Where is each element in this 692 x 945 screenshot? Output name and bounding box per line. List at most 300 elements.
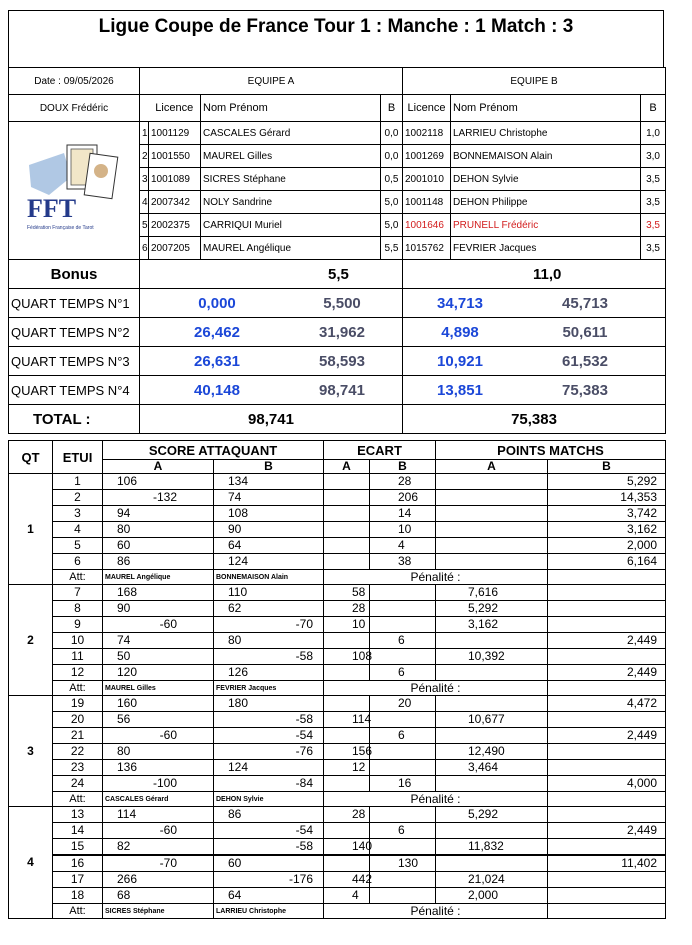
points-b bbox=[548, 617, 666, 633]
licence-a: 1001550 bbox=[149, 145, 201, 168]
score-b: 64 bbox=[214, 888, 324, 904]
penalite-label: Pénalité : bbox=[324, 792, 548, 807]
ecart-a: 108 bbox=[324, 649, 370, 665]
ecart-a: 4 bbox=[324, 888, 370, 904]
player-name-b: DEHON Sylvie bbox=[451, 168, 641, 191]
score-b: -70 bbox=[214, 617, 324, 633]
points-a: 10,677 bbox=[436, 712, 548, 728]
ecart-a bbox=[324, 506, 370, 522]
score-a: 82 bbox=[103, 839, 214, 856]
points-b bbox=[548, 872, 666, 888]
ecart-b: 38 bbox=[370, 554, 436, 570]
attacker-a: MAUREL Angélique bbox=[103, 570, 214, 585]
game-row bbox=[9, 633, 666, 649]
score-a: 80 bbox=[103, 744, 214, 760]
points-a bbox=[436, 665, 548, 681]
score-a: 120 bbox=[103, 665, 214, 681]
score-b: -58 bbox=[214, 649, 324, 665]
ecart-b: 14 bbox=[370, 506, 436, 522]
player-number: 2 bbox=[140, 145, 149, 168]
player-row bbox=[9, 122, 666, 145]
b-value-a: 0,5 bbox=[381, 168, 403, 191]
ecart-a: 58 bbox=[324, 585, 370, 601]
ecart-a bbox=[324, 554, 370, 570]
quarter-a-score: 0,000 bbox=[198, 294, 236, 312]
ecart-a bbox=[324, 490, 370, 506]
quarter-a-cumul: 58,593 bbox=[319, 352, 365, 370]
ecart-b: 20 bbox=[370, 696, 436, 712]
team-a-name: EQUIPE A bbox=[140, 68, 403, 95]
player-name-a: CASCALES Gérard bbox=[201, 122, 381, 145]
ecart-b: 206 bbox=[370, 490, 436, 506]
score-b: -58 bbox=[214, 839, 324, 856]
points-b: 2,449 bbox=[548, 665, 666, 681]
points-a bbox=[436, 522, 548, 538]
b-value-b: 3,5 bbox=[641, 168, 666, 191]
quarter-number: 3 bbox=[9, 696, 53, 807]
quarter-team-a bbox=[140, 347, 403, 376]
team-a-name-header: Nom Prénom bbox=[201, 95, 381, 122]
attacker-a: MAUREL Gilles bbox=[103, 681, 214, 696]
player-number: 3 bbox=[140, 168, 149, 191]
game-row bbox=[9, 839, 666, 856]
svg-text:FFT: FFT bbox=[27, 194, 77, 223]
score-a: -60 bbox=[103, 617, 214, 633]
game-row bbox=[9, 728, 666, 744]
attacker-b: BONNEMAISON Alain bbox=[214, 570, 324, 585]
etui-number: 15 bbox=[53, 839, 103, 856]
points-b bbox=[548, 744, 666, 760]
quarter-b-cumul: 61,532 bbox=[562, 352, 608, 370]
score-a: -60 bbox=[103, 823, 214, 839]
points-b bbox=[548, 649, 666, 665]
licence-b: 1002118 bbox=[403, 122, 451, 145]
game-row bbox=[9, 888, 666, 904]
points-matchs-header: POINTS MATCHS bbox=[436, 441, 666, 460]
quarter-b-score: 34,713 bbox=[437, 294, 483, 312]
player-name-a: NOLY Sandrine bbox=[201, 191, 381, 214]
points-a: 5,292 bbox=[436, 807, 548, 823]
score-b: 90 bbox=[214, 522, 324, 538]
game-row bbox=[9, 554, 666, 570]
game-row bbox=[9, 617, 666, 633]
score-a: 86 bbox=[103, 554, 214, 570]
quarter-team-a bbox=[140, 318, 403, 347]
ecart-b: 6 bbox=[370, 665, 436, 681]
quarter-team-a bbox=[140, 289, 403, 318]
points-a: 3,464 bbox=[436, 760, 548, 776]
score-a: 106 bbox=[103, 474, 214, 490]
quarter-b-score: 10,921 bbox=[437, 352, 483, 370]
licence-b: 1001269 bbox=[403, 145, 451, 168]
score-a: 60 bbox=[103, 538, 214, 554]
points-a bbox=[436, 633, 548, 649]
score-b: 108 bbox=[214, 506, 324, 522]
points-a bbox=[436, 554, 548, 570]
ecart-a: 28 bbox=[324, 601, 370, 617]
game-row bbox=[9, 760, 666, 776]
quarter-label: QUART TEMPS N°1 bbox=[9, 289, 140, 318]
b-value-a: 0,0 bbox=[381, 145, 403, 168]
ecart-b bbox=[370, 872, 436, 888]
b-value-a: 0,0 bbox=[381, 122, 403, 145]
game-row bbox=[9, 601, 666, 617]
score-b: -76 bbox=[214, 744, 324, 760]
ecart-a bbox=[324, 823, 370, 839]
quarter-b-cumul: 45,713 bbox=[562, 294, 608, 312]
results-grid bbox=[8, 440, 666, 919]
points-a-header: A bbox=[436, 460, 548, 474]
points-a: 7,616 bbox=[436, 585, 548, 601]
penalite-value bbox=[548, 792, 666, 807]
b-value-b: 1,0 bbox=[641, 122, 666, 145]
ecart-b: 6 bbox=[370, 823, 436, 839]
points-a bbox=[436, 506, 548, 522]
points-a bbox=[436, 696, 548, 712]
teams-table bbox=[8, 67, 666, 434]
quarter-b-score: 13,851 bbox=[437, 381, 483, 399]
etui-number: 12 bbox=[53, 665, 103, 681]
etui-number: 14 bbox=[53, 823, 103, 839]
score-b: 60 bbox=[214, 855, 324, 872]
attacker-b: FEVRIER Jacques bbox=[214, 681, 324, 696]
ecart-a: 28 bbox=[324, 807, 370, 823]
quarter-team-b bbox=[403, 347, 666, 376]
team-a-b-header: B bbox=[381, 95, 403, 122]
ecart-b bbox=[370, 839, 436, 856]
federation-logo bbox=[9, 122, 140, 260]
player-number: 5 bbox=[140, 214, 149, 237]
etui-number: 23 bbox=[53, 760, 103, 776]
quarter-row bbox=[9, 347, 666, 376]
licence-a: 1001089 bbox=[149, 168, 201, 191]
quarter-a-score: 40,148 bbox=[194, 381, 240, 399]
score-a: 114 bbox=[103, 807, 214, 823]
points-b: 3,162 bbox=[548, 522, 666, 538]
etui-number: 21 bbox=[53, 728, 103, 744]
score-b: 64 bbox=[214, 538, 324, 554]
etui-number: 19 bbox=[53, 696, 103, 712]
b-value-a: 5,0 bbox=[381, 191, 403, 214]
score-a: 136 bbox=[103, 760, 214, 776]
score-a: 266 bbox=[103, 872, 214, 888]
game-row bbox=[9, 490, 666, 506]
quarter-label: QUART TEMPS N°2 bbox=[9, 318, 140, 347]
attacker-b: LARRIEU Christophe bbox=[214, 904, 324, 919]
points-b: 2,000 bbox=[548, 538, 666, 554]
attacker-a: CASCALES Gérard bbox=[103, 792, 214, 807]
licence-b: 1001148 bbox=[403, 191, 451, 214]
score-a: 168 bbox=[103, 585, 214, 601]
points-a bbox=[436, 728, 548, 744]
ecart-a bbox=[324, 855, 370, 872]
total-team-b: 75,383 bbox=[403, 405, 666, 434]
ecart-b: 6 bbox=[370, 728, 436, 744]
licence-a: 2002375 bbox=[149, 214, 201, 237]
score-a-header: A bbox=[103, 460, 214, 474]
qt-header: QT bbox=[9, 441, 53, 474]
ecart-b bbox=[370, 807, 436, 823]
quarter-number: 2 bbox=[9, 585, 53, 696]
points-a bbox=[436, 538, 548, 554]
licence-a: 2007205 bbox=[149, 237, 201, 260]
ecart-a: 442 bbox=[324, 872, 370, 888]
etui-number: 1 bbox=[53, 474, 103, 490]
points-b bbox=[548, 712, 666, 728]
points-b-header: B bbox=[548, 460, 666, 474]
total-team-a: 98,741 bbox=[140, 405, 403, 434]
quarter-number: 1 bbox=[9, 474, 53, 585]
ecart-a bbox=[324, 696, 370, 712]
points-a bbox=[436, 474, 548, 490]
licence-a: 2007342 bbox=[149, 191, 201, 214]
player-number: 1 bbox=[140, 122, 149, 145]
tarot-logo-icon bbox=[9, 125, 137, 253]
player-name-b: LARRIEU Christophe bbox=[451, 122, 641, 145]
ecart-b: 130 bbox=[370, 855, 436, 872]
quarter-a-cumul: 98,741 bbox=[319, 381, 365, 399]
score-b: 80 bbox=[214, 633, 324, 649]
player-number: 4 bbox=[140, 191, 149, 214]
quarter-row bbox=[9, 376, 666, 405]
points-a: 5,292 bbox=[436, 601, 548, 617]
quarter-team-b bbox=[403, 289, 666, 318]
b-value-b: 3,0 bbox=[641, 145, 666, 168]
quarter-row bbox=[9, 289, 666, 318]
ecart-b bbox=[370, 601, 436, 617]
score-b: -54 bbox=[214, 823, 324, 839]
quarter-b-cumul: 75,383 bbox=[562, 381, 608, 399]
ecart-b bbox=[370, 712, 436, 728]
score-b: 74 bbox=[214, 490, 324, 506]
points-b bbox=[548, 760, 666, 776]
licence-b: 1001646 bbox=[403, 214, 451, 237]
points-a: 21,024 bbox=[436, 872, 548, 888]
player-name-a: MAUREL Gilles bbox=[201, 145, 381, 168]
attacker-row bbox=[9, 792, 666, 807]
points-a bbox=[436, 776, 548, 792]
points-a bbox=[436, 490, 548, 506]
points-b bbox=[548, 807, 666, 823]
ecart-b bbox=[370, 888, 436, 904]
etui-number: 9 bbox=[53, 617, 103, 633]
score-a: 74 bbox=[103, 633, 214, 649]
points-a bbox=[436, 823, 548, 839]
svg-text:Fédération Française de Tarot: Fédération Française de Tarot bbox=[27, 225, 94, 231]
total-label: TOTAL : bbox=[9, 405, 140, 434]
quarter-team-b bbox=[403, 318, 666, 347]
etui-number: 11 bbox=[53, 649, 103, 665]
game-row bbox=[9, 872, 666, 888]
points-a: 12,490 bbox=[436, 744, 548, 760]
attacker-row bbox=[9, 681, 666, 696]
game-row bbox=[9, 823, 666, 839]
etui-number: 7 bbox=[53, 585, 103, 601]
points-b bbox=[548, 888, 666, 904]
points-a: 11,832 bbox=[436, 839, 548, 856]
points-b bbox=[548, 601, 666, 617]
ecart-a bbox=[324, 522, 370, 538]
points-b: 3,742 bbox=[548, 506, 666, 522]
etui-number: 10 bbox=[53, 633, 103, 649]
ecart-b: 10 bbox=[370, 522, 436, 538]
score-b: 124 bbox=[214, 760, 324, 776]
team-b-name: EQUIPE B bbox=[403, 68, 666, 95]
score-b: -54 bbox=[214, 728, 324, 744]
b-value-a: 5,0 bbox=[381, 214, 403, 237]
ecart-a bbox=[324, 633, 370, 649]
score-b: -176 bbox=[214, 872, 324, 888]
score-a: -100 bbox=[103, 776, 214, 792]
ecart-b bbox=[370, 760, 436, 776]
b-value-b: 3,5 bbox=[641, 237, 666, 260]
player-number: 6 bbox=[140, 237, 149, 260]
ecart-a bbox=[324, 728, 370, 744]
quarter-label: QUART TEMPS N°4 bbox=[9, 376, 140, 405]
score-b: 62 bbox=[214, 601, 324, 617]
ecart-b: 28 bbox=[370, 474, 436, 490]
points-a: 2,000 bbox=[436, 888, 548, 904]
score-a: -132 bbox=[103, 490, 214, 506]
points-b: 2,449 bbox=[548, 823, 666, 839]
ecart-b bbox=[370, 585, 436, 601]
ecart-a: 10 bbox=[324, 617, 370, 633]
etui-header: ETUI bbox=[53, 441, 103, 474]
team-b-name-header: Nom Prénom bbox=[451, 95, 641, 122]
b-value-b: 3,5 bbox=[641, 191, 666, 214]
points-b: 2,449 bbox=[548, 728, 666, 744]
etui-number: 24 bbox=[53, 776, 103, 792]
score-attaquant-header: SCORE ATTAQUANT bbox=[103, 441, 324, 460]
etui-number: 3 bbox=[53, 506, 103, 522]
attacker-a: SICRES Stéphane bbox=[103, 904, 214, 919]
ecart-a: 114 bbox=[324, 712, 370, 728]
player-name-b: FEVRIER Jacques bbox=[451, 237, 641, 260]
score-a: 80 bbox=[103, 522, 214, 538]
points-b: 11,402 bbox=[548, 855, 666, 872]
game-row bbox=[9, 649, 666, 665]
game-row bbox=[9, 776, 666, 792]
ecart-a bbox=[324, 474, 370, 490]
quarter-label: QUART TEMPS N°3 bbox=[9, 347, 140, 376]
game-row bbox=[9, 665, 666, 681]
total-row bbox=[9, 405, 666, 434]
score-b: 124 bbox=[214, 554, 324, 570]
team-b-b-header: B bbox=[641, 95, 666, 122]
quarter-a-cumul: 5,500 bbox=[323, 294, 361, 312]
points-b: 14,353 bbox=[548, 490, 666, 506]
game-row bbox=[9, 585, 666, 601]
licence-a: 1001129 bbox=[149, 122, 201, 145]
score-a: 90 bbox=[103, 601, 214, 617]
score-a: 160 bbox=[103, 696, 214, 712]
game-row bbox=[9, 538, 666, 554]
points-b: 5,292 bbox=[548, 474, 666, 490]
score-b: 180 bbox=[214, 696, 324, 712]
game-row bbox=[9, 474, 666, 490]
ecart-a bbox=[324, 776, 370, 792]
ecart-b bbox=[370, 649, 436, 665]
ecart-b bbox=[370, 744, 436, 760]
ecart-a bbox=[324, 665, 370, 681]
ecart-a: 156 bbox=[324, 744, 370, 760]
game-row bbox=[9, 522, 666, 538]
quarter-number: 4 bbox=[9, 807, 53, 919]
points-b bbox=[548, 585, 666, 601]
points-b: 6,164 bbox=[548, 554, 666, 570]
score-a: 68 bbox=[103, 888, 214, 904]
etui-number: 4 bbox=[53, 522, 103, 538]
penalite-value bbox=[548, 904, 666, 919]
att-label: Att: bbox=[53, 570, 103, 585]
ecart-a bbox=[324, 538, 370, 554]
etui-number: 2 bbox=[53, 490, 103, 506]
penalite-value bbox=[548, 570, 666, 585]
player-name-a: SICRES Stéphane bbox=[201, 168, 381, 191]
ecart-b: 4 bbox=[370, 538, 436, 554]
team-a-licence-header: Licence bbox=[149, 95, 201, 122]
ecart-b bbox=[370, 617, 436, 633]
etui-number: 22 bbox=[53, 744, 103, 760]
score-b: 134 bbox=[214, 474, 324, 490]
player-name-a: MAUREL Angélique bbox=[201, 237, 381, 260]
arbiter-name: DOUX Frédéric bbox=[9, 95, 140, 122]
points-a: 3,162 bbox=[436, 617, 548, 633]
score-b: 86 bbox=[214, 807, 324, 823]
quarter-b-cumul: 50,611 bbox=[562, 323, 608, 341]
game-row bbox=[9, 744, 666, 760]
attacker-b: DEHON Sylvie bbox=[214, 792, 324, 807]
game-row bbox=[9, 807, 666, 823]
licence-b: 1015762 bbox=[403, 237, 451, 260]
att-label: Att: bbox=[53, 792, 103, 807]
quarter-row bbox=[9, 318, 666, 347]
b-value-a: 5,5 bbox=[381, 237, 403, 260]
attacker-row bbox=[9, 570, 666, 585]
game-row bbox=[9, 855, 666, 872]
quarter-team-a bbox=[140, 376, 403, 405]
score-b: -58 bbox=[214, 712, 324, 728]
quarter-team-b bbox=[403, 376, 666, 405]
points-b bbox=[548, 839, 666, 856]
penalite-label: Pénalité : bbox=[324, 904, 548, 919]
ecart-b-header: B bbox=[370, 460, 436, 474]
bonus-team-a: 5,5 bbox=[140, 260, 403, 289]
etui-number: 5 bbox=[53, 538, 103, 554]
bonus-team-b: 11,0 bbox=[403, 260, 666, 289]
points-b: 4,472 bbox=[548, 696, 666, 712]
etui-number: 13 bbox=[53, 807, 103, 823]
etui-number: 16 bbox=[53, 855, 103, 872]
points-a: 10,392 bbox=[436, 649, 548, 665]
etui-number: 20 bbox=[53, 712, 103, 728]
score-sheet bbox=[8, 10, 664, 919]
ecart-a: 140 bbox=[324, 839, 370, 856]
penalite-label: Pénalité : bbox=[324, 681, 548, 696]
attacker-row bbox=[9, 904, 666, 919]
b-value-b: 3,5 bbox=[641, 214, 666, 237]
game-row bbox=[9, 712, 666, 728]
ecart-b: 16 bbox=[370, 776, 436, 792]
player-name-b: PRUNELL Frédéric bbox=[451, 214, 641, 237]
score-a: 56 bbox=[103, 712, 214, 728]
quarter-b-score: 4,898 bbox=[441, 323, 479, 341]
score-a: -60 bbox=[103, 728, 214, 744]
page-title: Ligue Coupe de France Tour 1 : Manche : 1 Match : 3 bbox=[8, 10, 664, 68]
score-b: 126 bbox=[214, 665, 324, 681]
score-a: 50 bbox=[103, 649, 214, 665]
ecart-a-header: A bbox=[324, 460, 370, 474]
